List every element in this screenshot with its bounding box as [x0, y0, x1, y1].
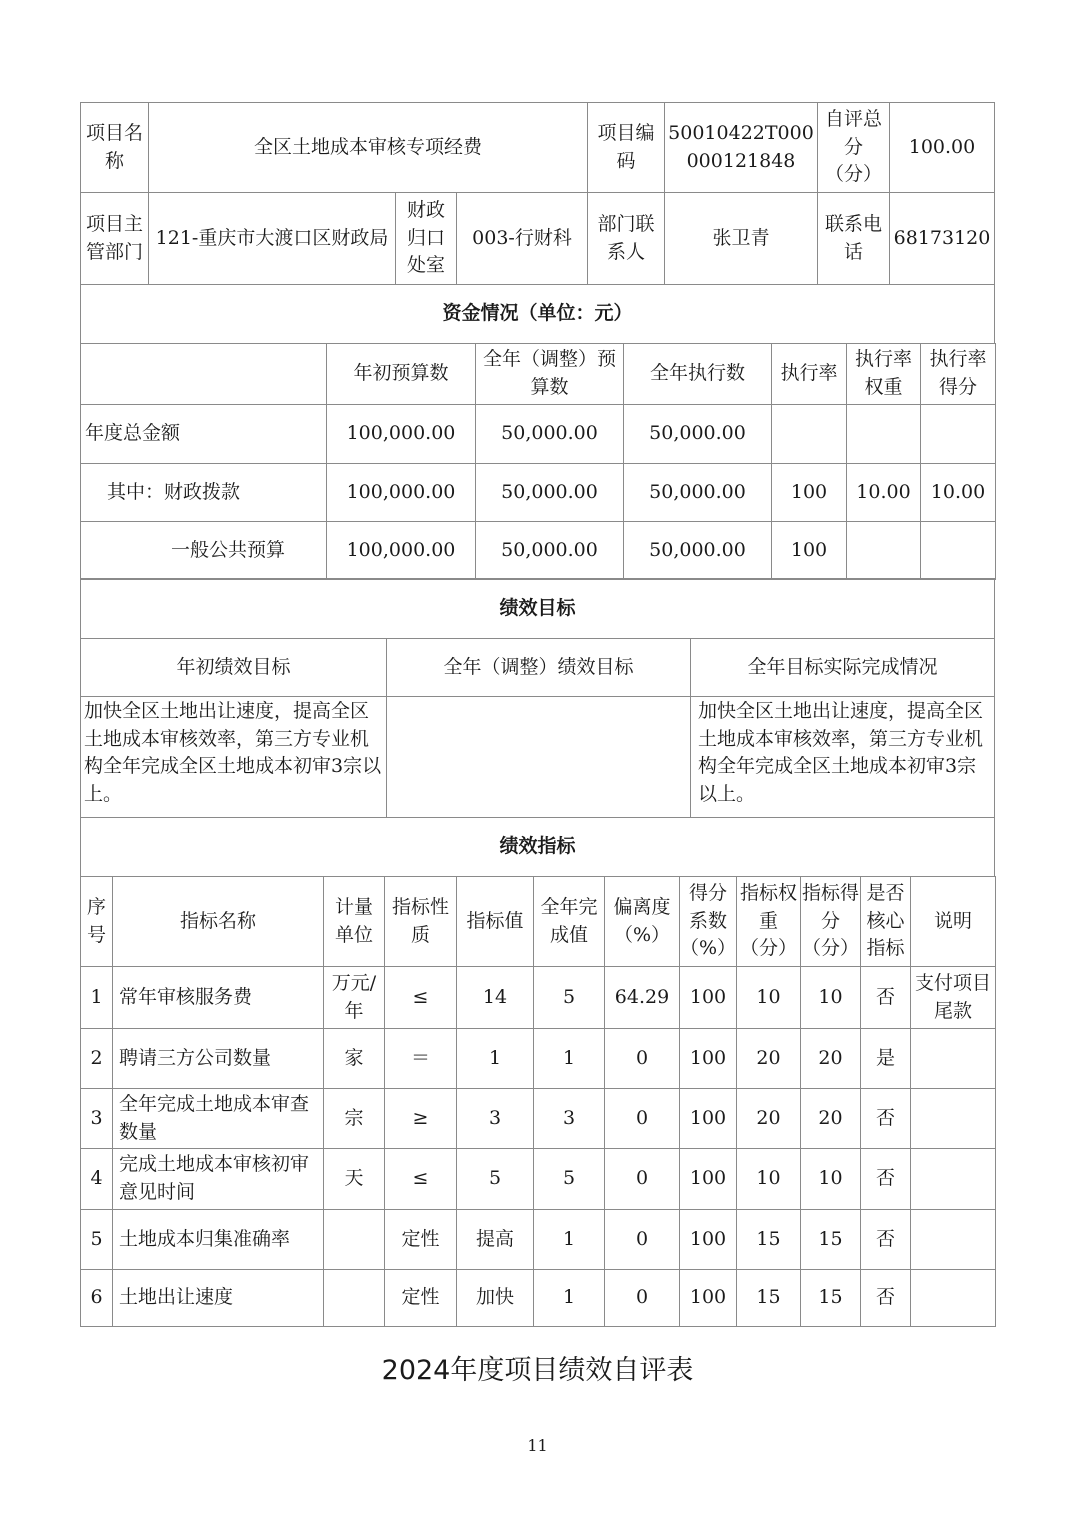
funds-cell: 50,000.00	[475, 521, 624, 580]
indicator-cell: 20	[736, 1028, 801, 1089]
indicator-cell: 1	[80, 966, 113, 1029]
indicator-name: 全年完成土地成本审查数量	[112, 1088, 324, 1149]
indicator-cell: 15	[800, 1269, 861, 1327]
indicator-cell: 宗	[323, 1088, 385, 1149]
indicator-cell: 支付项目尾款	[910, 966, 996, 1029]
funds-column-header: 全年执行数	[623, 343, 772, 405]
phone-label: 联系电话	[817, 192, 890, 285]
indicator-cell: 加快	[456, 1269, 534, 1327]
funds-column-header	[80, 343, 327, 405]
indicator-column-header: 指标得分（分）	[800, 876, 861, 967]
funds-cell: 100,000.00	[326, 521, 476, 580]
indicator-cell: 家	[323, 1028, 385, 1089]
funds-cell: 100	[771, 521, 847, 580]
contact-label: 部门联系人	[587, 192, 665, 285]
funds-column-header: 执行率权重	[846, 343, 921, 405]
funds-cell	[920, 404, 996, 464]
indicator-cell: 0	[604, 1028, 680, 1089]
indicator-cell: 是	[860, 1028, 911, 1089]
project-name-value: 全区土地成本审核专项经费	[148, 102, 588, 193]
goal-header-actual: 全年目标实际完成情况	[690, 638, 995, 697]
indicator-column-header: 指标性质	[384, 876, 457, 967]
indicator-column-header: 计量单位	[323, 876, 385, 967]
goal-actual-text: 加快全区土地出让速度，提高全区土地成本审核效率，第三方专业机构全年完成全区土地成本初审3宗以上。	[690, 696, 995, 818]
indicator-column-header: 指标名称	[112, 876, 324, 967]
indicator-cell	[910, 1088, 996, 1149]
indicator-cell: 10	[800, 1148, 861, 1210]
funds-row-label: 年度总金额	[80, 404, 327, 464]
indicator-cell: 100	[679, 1088, 737, 1149]
funds-cell	[846, 521, 921, 580]
office-value: 003-行财科	[456, 192, 588, 285]
indicator-name: 土地出让速度	[112, 1269, 324, 1327]
dept-label: 项目主管部门	[80, 192, 149, 285]
indicator-cell: 100	[679, 1028, 737, 1089]
goals-section-title: 绩效目标	[80, 578, 995, 639]
contact-value: 张卫青	[664, 192, 818, 285]
indicator-cell: 3	[80, 1088, 113, 1149]
indicator-name: 土地成本归集准确率	[112, 1209, 324, 1270]
indicator-cell: 5	[533, 1148, 605, 1210]
indicator-cell: 1	[533, 1269, 605, 1327]
funds-cell	[920, 521, 996, 580]
indicator-cell: 64.29	[604, 966, 680, 1029]
funds-cell	[846, 404, 921, 464]
indicator-cell: ≤	[384, 1148, 457, 1210]
indicator-cell: 1	[533, 1028, 605, 1089]
indicator-column-header: 全年完成值	[533, 876, 605, 967]
indicator-cell: 5	[80, 1209, 113, 1270]
indicator-cell: 否	[860, 1269, 911, 1327]
indicator-column-header: 是否核心指标	[860, 876, 911, 967]
indicator-cell: 0	[604, 1088, 680, 1149]
indicator-cell: ≤	[384, 966, 457, 1029]
project-code-value: 50010422T000000121848	[664, 102, 818, 193]
indicator-cell: 0	[604, 1209, 680, 1270]
goal-initial-text: 加快全区土地出让速度，提高全区土地成本审核效率，第三方专业机构全年完成全区土地成本初审3宗以上。	[80, 696, 387, 818]
indicator-column-header: 偏离度（%）	[604, 876, 680, 967]
indicator-cell: 10	[800, 966, 861, 1029]
funds-cell	[771, 404, 847, 464]
indicator-cell: 0	[604, 1269, 680, 1327]
indicator-cell: 100	[679, 1209, 737, 1270]
indicator-cell	[323, 1269, 385, 1327]
indicator-cell	[910, 1148, 996, 1210]
indicator-column-header: 指标权重（分）	[736, 876, 801, 967]
indicator-cell: 0	[604, 1148, 680, 1210]
indicator-cell: 提高	[456, 1209, 534, 1270]
indicator-cell: 20	[800, 1028, 861, 1089]
indicators-section-title: 绩效指标	[80, 817, 995, 877]
self-score-label: 自评总分（分）	[817, 102, 890, 193]
indicator-cell: 15	[800, 1209, 861, 1270]
funds-cell: 100,000.00	[326, 463, 476, 522]
indicator-name: 常年审核服务费	[112, 966, 324, 1029]
indicator-cell: 天	[323, 1148, 385, 1210]
indicator-cell: 10	[736, 966, 801, 1029]
indicator-cell	[910, 1269, 996, 1327]
indicator-cell: 4	[80, 1148, 113, 1210]
funds-cell: 10.00	[920, 463, 996, 522]
office-label: 财政归口处室	[395, 192, 457, 285]
funds-cell: 50,000.00	[623, 404, 772, 464]
funds-section-title: 资金情况（单位：元）	[80, 284, 995, 344]
indicator-name: 聘请三方公司数量	[112, 1028, 324, 1089]
indicator-name: 完成土地成本审核初审意见时间	[112, 1148, 324, 1210]
indicator-cell	[323, 1209, 385, 1270]
indicator-column-header: 序号	[80, 876, 113, 967]
indicator-column-header: 得分系数（%）	[679, 876, 737, 967]
goal-header-initial: 年初绩效目标	[80, 638, 387, 697]
funds-column-header: 年初预算数	[326, 343, 476, 405]
indicator-cell: 15	[736, 1209, 801, 1270]
indicator-cell	[910, 1028, 996, 1089]
indicator-cell: 20	[736, 1088, 801, 1149]
indicator-cell: 2	[80, 1028, 113, 1089]
phone-value: 68173120	[889, 192, 995, 285]
indicator-cell: 5	[533, 966, 605, 1029]
funds-cell: 50,000.00	[623, 521, 772, 580]
funds-column-header: 全年（调整）预算数	[475, 343, 624, 405]
funds-column-header: 执行率得分	[920, 343, 996, 405]
indicator-cell: 10	[736, 1148, 801, 1210]
indicator-cell: 100	[679, 1269, 737, 1327]
indicator-cell: 否	[860, 1209, 911, 1270]
indicator-cell: 20	[800, 1088, 861, 1149]
indicator-cell: 3	[533, 1088, 605, 1149]
indicator-cell: 定性	[384, 1269, 457, 1327]
indicator-cell: ≥	[384, 1088, 457, 1149]
indicator-cell: 否	[860, 1088, 911, 1149]
project-name-label: 项目名称	[80, 102, 149, 193]
funds-cell: 50,000.00	[475, 463, 624, 522]
indicator-cell: 14	[456, 966, 534, 1029]
document-title: 2024年度项目绩效自评表	[381, 1355, 694, 1386]
funds-cell: 10.00	[846, 463, 921, 522]
indicator-cell: 100	[679, 966, 737, 1029]
indicator-cell: 1	[533, 1209, 605, 1270]
indicator-cell: 15	[736, 1269, 801, 1327]
self-score-value: 100.00	[889, 102, 995, 193]
indicator-cell: 否	[860, 1148, 911, 1210]
funds-column-header: 执行率	[771, 343, 847, 405]
indicator-cell: 3	[456, 1088, 534, 1149]
dept-value: 121-重庆市大渡口区财政局	[148, 192, 396, 285]
indicator-cell: 定性	[384, 1209, 457, 1270]
goal-adjusted-text	[386, 696, 691, 818]
indicator-cell: 否	[860, 966, 911, 1029]
funds-cell: 100	[771, 463, 847, 522]
project-code-label: 项目编码	[587, 102, 665, 193]
funds-cell: 100,000.00	[326, 404, 476, 464]
indicator-cell: ＝	[384, 1028, 457, 1089]
indicator-cell: 1	[456, 1028, 534, 1089]
funds-cell: 50,000.00	[623, 463, 772, 522]
indicator-cell: 5	[456, 1148, 534, 1210]
indicator-cell: 100	[679, 1148, 737, 1210]
goal-header-adjusted: 全年（调整）绩效目标	[386, 638, 691, 697]
funds-row-label: 一般公共预算	[80, 521, 327, 580]
page-number: 11	[527, 1436, 548, 1455]
funds-row-label: 其中：财政拨款	[80, 463, 327, 522]
indicator-cell: 6	[80, 1269, 113, 1327]
indicator-cell	[910, 1209, 996, 1270]
indicator-cell: 万元/年	[323, 966, 385, 1029]
indicator-column-header: 指标值	[456, 876, 534, 967]
funds-cell: 50,000.00	[475, 404, 624, 464]
indicator-column-header: 说明	[910, 876, 996, 967]
